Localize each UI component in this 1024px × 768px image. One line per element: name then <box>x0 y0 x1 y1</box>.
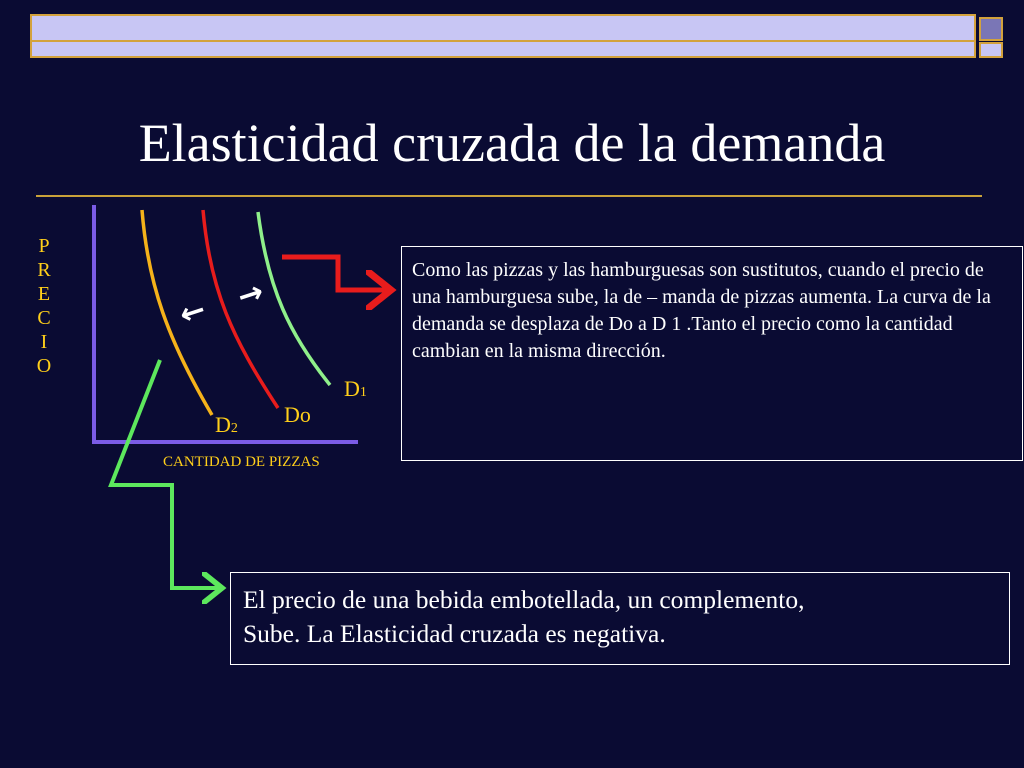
y-axis-letter: E <box>37 283 51 305</box>
y-axis-letter: P <box>38 235 50 257</box>
curve-label-d2: D2 <box>215 412 238 437</box>
complement-line-2: Sube. La Elasticidad cruzada es negativa. <box>243 619 666 648</box>
arrow-left-icon: ← <box>175 292 210 334</box>
demand-curve-d0 <box>203 210 278 408</box>
substitutes-explanation-text: Como las pizzas y las hamburguesas son sustitutos, cuando el precio de una hamburguesa sube, la de – manda de pizzas aumenta. La curva de la demanda se desplaza de Do a D 1 .Tanto el precio como la cantidad cambian en la misma dirección. <box>412 259 991 362</box>
complement-line-1: El precio de una bebida embotellada, un complemento, <box>243 585 805 614</box>
demand-curve-d1 <box>258 212 330 385</box>
y-axis-letter: C <box>37 307 51 329</box>
arrow-right-icon: → <box>233 274 268 316</box>
curve-label-d1: D1 <box>344 376 367 401</box>
slide-title: Elasticidad cruzada de la demanda <box>138 113 886 173</box>
x-axis-label: CANTIDAD DE PIZZAS <box>163 454 320 470</box>
y-axis-letter: O <box>36 355 52 377</box>
complement-explanation-box <box>230 572 1010 665</box>
substitutes-explanation-box <box>401 246 1023 461</box>
y-axis-letter: R <box>37 259 51 281</box>
curve-label-d0: Do <box>284 402 311 427</box>
y-axis-letter: I <box>40 331 48 353</box>
red-connector-arrow <box>282 257 386 290</box>
